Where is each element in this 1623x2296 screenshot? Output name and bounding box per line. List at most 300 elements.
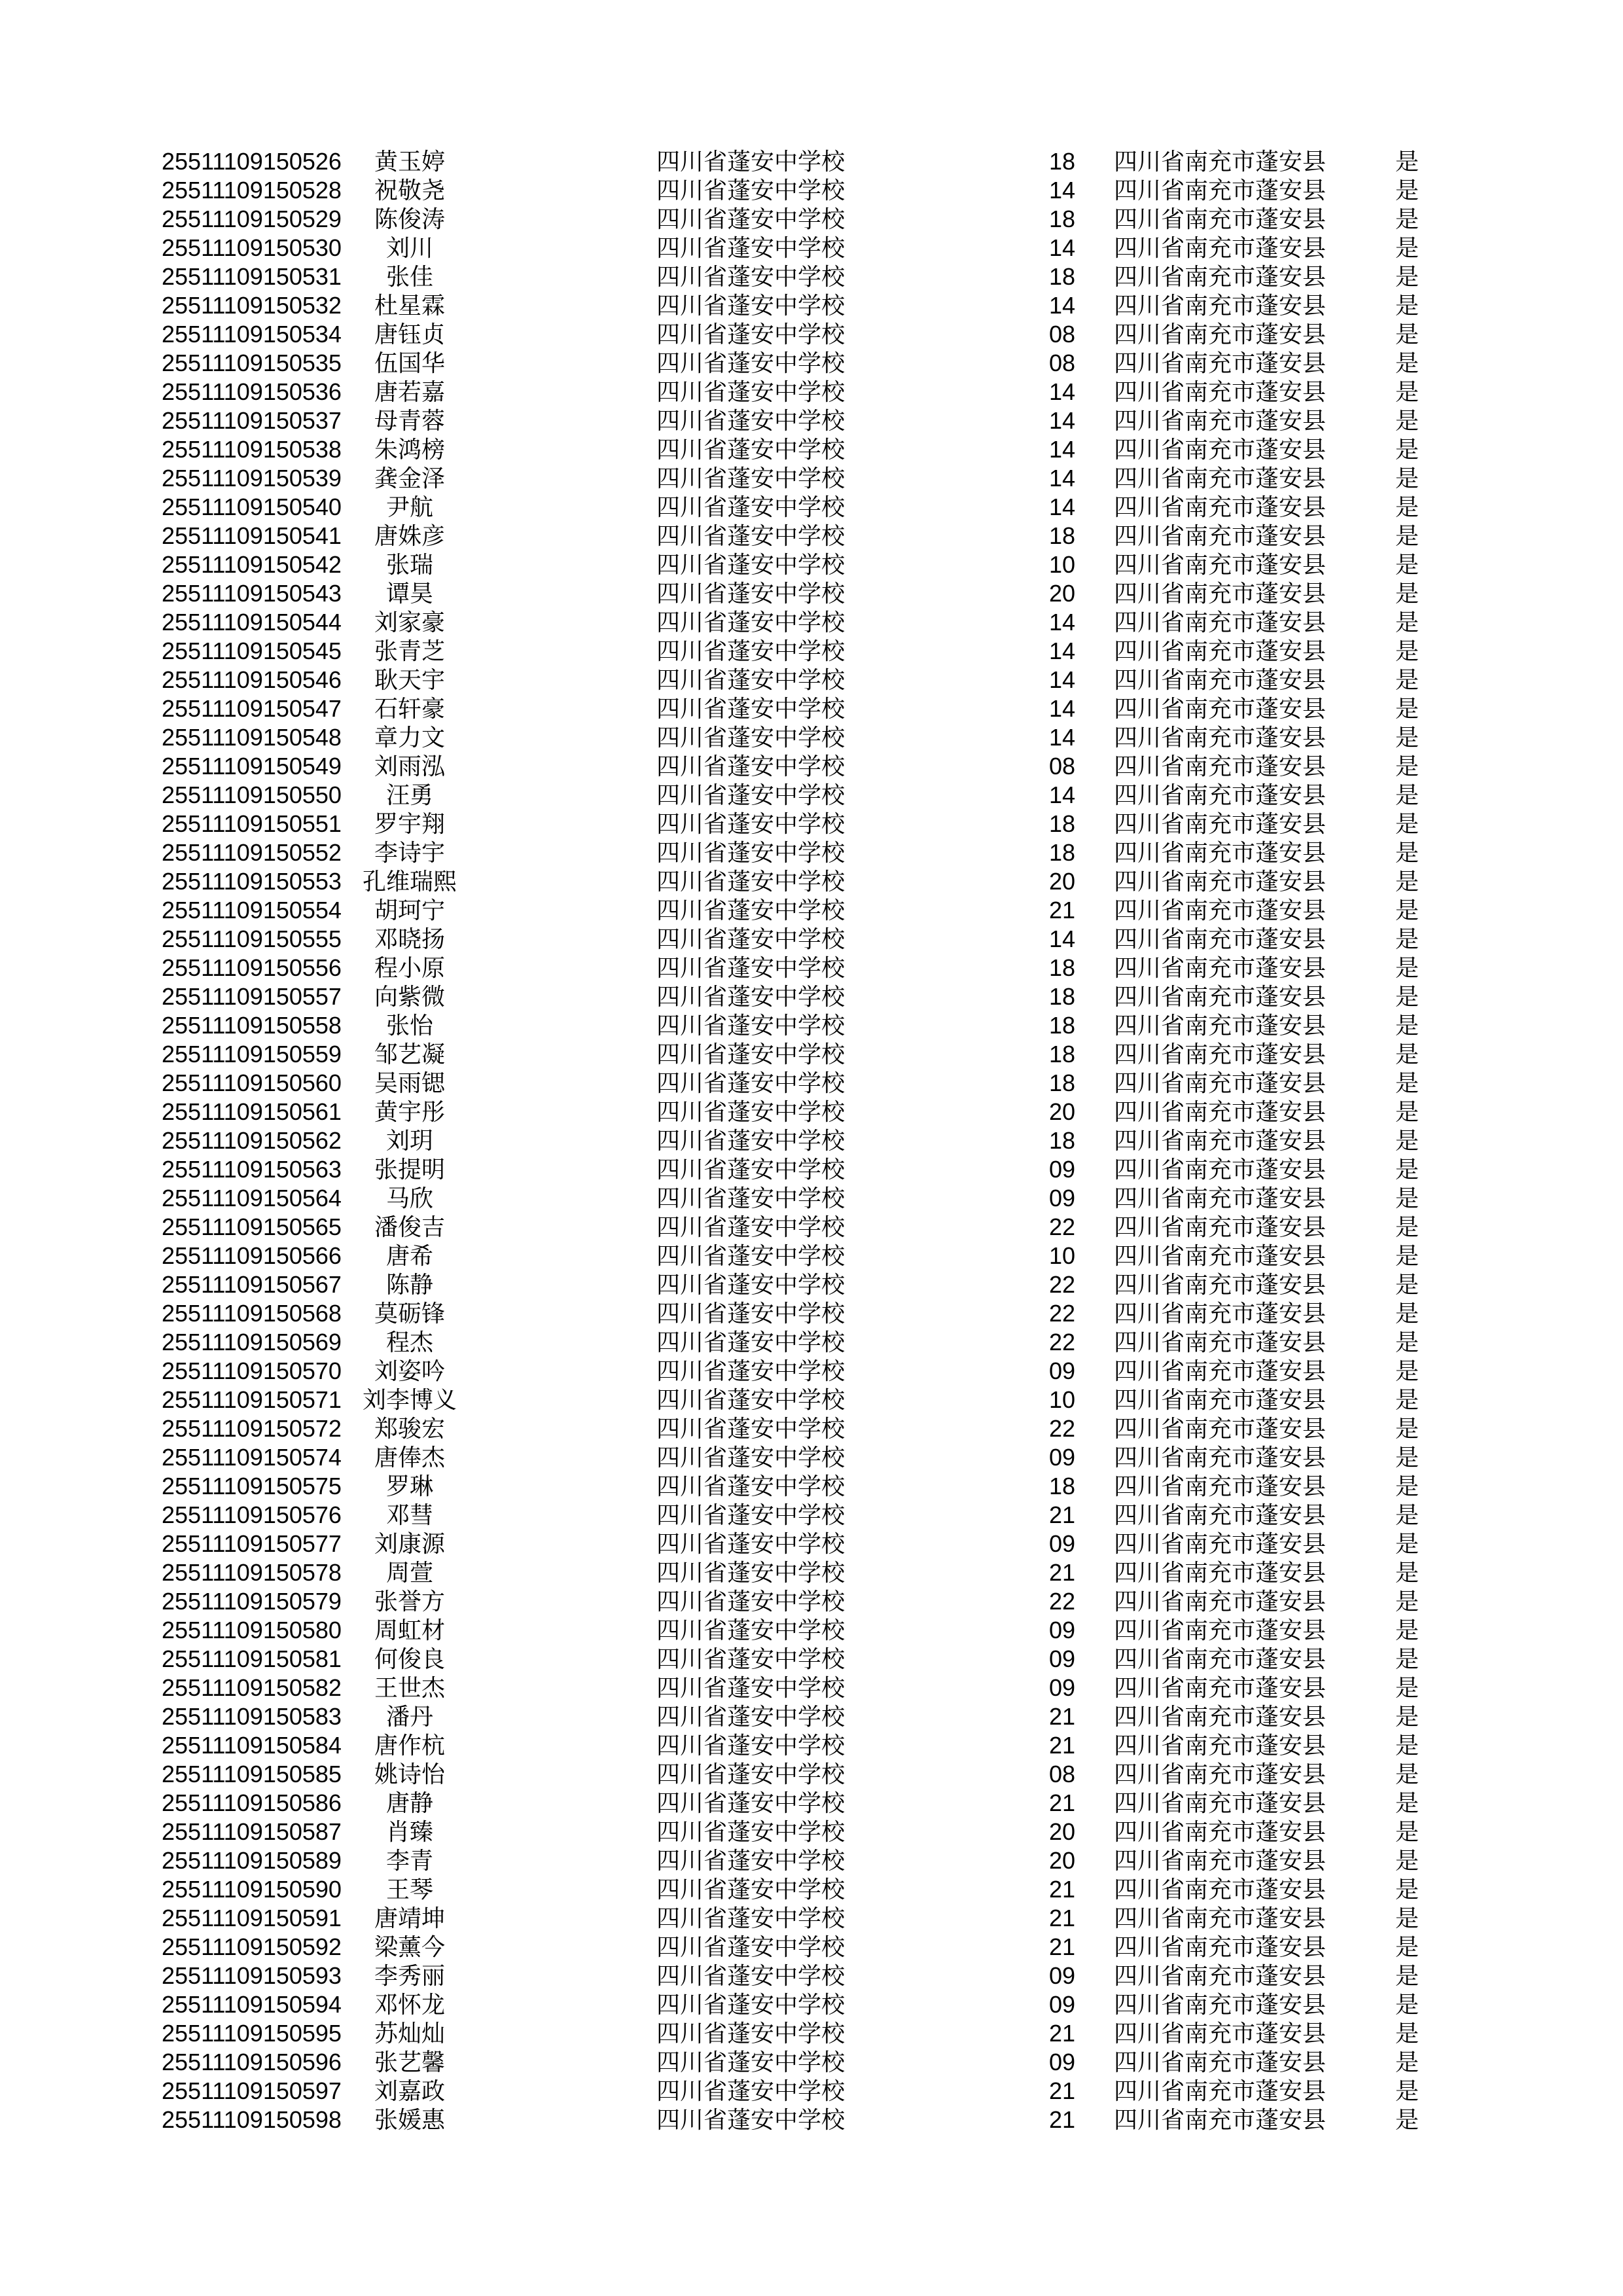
district-cell: 四川省南充市蓬安县	[1114, 695, 1327, 722]
school-cell: 四川省蓬安中学校	[656, 1905, 846, 1931]
candidate-id-cell: 25511109150589	[162, 1847, 342, 1874]
school-cell: 四川省蓬安中学校	[656, 1012, 846, 1039]
student-name-cell: 刘雨泓	[374, 753, 445, 780]
student-name-cell: 程小原	[374, 954, 445, 981]
candidate-id-cell: 25511109150528	[162, 177, 342, 204]
table-row	[0, 1501, 1623, 1530]
school-cell: 四川省蓬安中学校	[656, 1271, 846, 1298]
student-name-cell: 陈俊涛	[374, 206, 445, 232]
student-name-cell: 石轩豪	[374, 695, 445, 722]
room-code-cell: 18	[1048, 1012, 1076, 1039]
candidate-id-cell: 25511109150537	[162, 407, 342, 434]
candidate-id-cell: 25511109150586	[162, 1789, 342, 1816]
district-cell: 四川省南充市蓬安县	[1114, 897, 1327, 924]
school-cell: 四川省蓬安中学校	[656, 666, 846, 693]
flag-cell: 是	[1395, 1588, 1419, 1615]
room-code-cell: 21	[1048, 1559, 1076, 1586]
candidate-id-cell: 25511109150530	[162, 234, 342, 261]
school-cell: 四川省蓬安中学校	[656, 1444, 846, 1471]
candidate-id-cell: 25511109150597	[162, 2077, 342, 2104]
flag-cell: 是	[1395, 839, 1419, 866]
candidate-id-cell: 25511109150570	[162, 1357, 342, 1384]
student-name-cell: 伍国华	[374, 350, 445, 376]
room-code-cell: 18	[1048, 839, 1076, 866]
candidate-id-cell: 25511109150547	[162, 695, 342, 722]
candidate-id-cell: 25511109150567	[162, 1271, 342, 1298]
flag-cell: 是	[1395, 2049, 1419, 2075]
flag-cell: 是	[1395, 666, 1419, 693]
school-cell: 四川省蓬安中学校	[656, 292, 846, 319]
candidate-id-cell: 25511109150535	[162, 350, 342, 376]
flag-cell: 是	[1395, 1213, 1419, 1240]
district-cell: 四川省南充市蓬安县	[1114, 609, 1327, 636]
table-row	[0, 1846, 1623, 1875]
flag-cell: 是	[1395, 1962, 1419, 1989]
room-code-cell: 18	[1048, 206, 1076, 232]
student-name-cell: 尹航	[385, 493, 433, 520]
student-name-cell: 向紫微	[374, 983, 445, 1010]
district-cell: 四川省南充市蓬安县	[1114, 1847, 1327, 1874]
district-cell: 四川省南充市蓬安县	[1114, 378, 1327, 405]
candidate-id-cell: 25511109150572	[162, 1415, 342, 1442]
table-row	[0, 1328, 1623, 1357]
table-row	[0, 723, 1623, 752]
candidate-id-cell: 25511109150595	[162, 2020, 342, 2047]
table-row	[0, 205, 1623, 234]
room-code-cell: 18	[1048, 148, 1076, 175]
school-cell: 四川省蓬安中学校	[656, 1041, 846, 1067]
flag-cell: 是	[1395, 2020, 1419, 2047]
district-cell: 四川省南充市蓬安县	[1114, 1386, 1327, 1413]
flag-cell: 是	[1395, 1185, 1419, 1211]
student-name-cell: 陈静	[385, 1271, 433, 1298]
room-code-cell: 08	[1048, 1761, 1076, 1787]
table-row	[0, 176, 1623, 205]
room-code-cell: 14	[1048, 666, 1076, 693]
district-cell: 四川省南充市蓬安县	[1114, 781, 1327, 808]
room-code-cell: 14	[1048, 925, 1076, 952]
student-table	[0, 147, 1623, 2134]
flag-cell: 是	[1395, 350, 1419, 376]
student-name-cell: 刘李博义	[362, 1386, 457, 1413]
room-code-cell: 20	[1048, 1098, 1076, 1125]
student-name-cell: 郑骏宏	[374, 1415, 445, 1442]
candidate-id-cell: 25511109150596	[162, 2049, 342, 2075]
candidate-id-cell: 25511109150579	[162, 1588, 342, 1615]
candidate-id-cell: 25511109150592	[162, 1933, 342, 1960]
room-code-cell: 21	[1048, 1876, 1076, 1903]
table-row	[0, 522, 1623, 550]
flag-cell: 是	[1395, 551, 1419, 578]
student-name-cell: 唐作杭	[374, 1732, 445, 1759]
table-row	[0, 1357, 1623, 1386]
student-name-cell: 邓晓扬	[374, 925, 445, 952]
candidate-id-cell: 25511109150575	[162, 1473, 342, 1499]
student-name-cell: 李青	[385, 1847, 433, 1874]
flag-cell: 是	[1395, 1732, 1419, 1759]
candidate-id-cell: 25511109150559	[162, 1041, 342, 1067]
student-name-cell: 罗琳	[385, 1473, 433, 1499]
table-row	[0, 291, 1623, 320]
flag-cell: 是	[1395, 465, 1419, 492]
district-cell: 四川省南充市蓬安县	[1114, 1703, 1327, 1730]
table-row	[0, 666, 1623, 694]
district-cell: 四川省南充市蓬安县	[1114, 1905, 1327, 1931]
table-row	[0, 1213, 1623, 1242]
room-code-cell: 09	[1048, 1991, 1076, 2018]
student-name-cell: 张艺馨	[374, 2049, 445, 2075]
table-row	[0, 493, 1623, 522]
candidate-id-cell: 25511109150532	[162, 292, 342, 319]
school-cell: 四川省蓬安中学校	[656, 724, 846, 751]
candidate-id-cell: 25511109150593	[162, 1962, 342, 1989]
flag-cell: 是	[1395, 1501, 1419, 1528]
student-name-cell: 唐钰贞	[374, 321, 445, 348]
flag-cell: 是	[1395, 580, 1419, 607]
district-cell: 四川省南充市蓬安县	[1114, 177, 1327, 204]
school-cell: 四川省蓬安中学校	[656, 1185, 846, 1211]
room-code-cell: 20	[1048, 1847, 1076, 1874]
room-code-cell: 09	[1048, 1617, 1076, 1643]
student-name-cell: 何俊良	[374, 1645, 445, 1672]
school-cell: 四川省蓬安中学校	[656, 1242, 846, 1269]
school-cell: 四川省蓬安中学校	[656, 1415, 846, 1442]
flag-cell: 是	[1395, 1444, 1419, 1471]
school-cell: 四川省蓬安中学校	[656, 1559, 846, 1586]
student-name-cell: 王琴	[385, 1876, 433, 1903]
candidate-id-cell: 25511109150582	[162, 1674, 342, 1701]
candidate-id-cell: 25511109150557	[162, 983, 342, 1010]
flag-cell: 是	[1395, 378, 1419, 405]
room-code-cell: 09	[1048, 2049, 1076, 2075]
table-row	[0, 1990, 1623, 2019]
flag-cell: 是	[1395, 1329, 1419, 1355]
district-cell: 四川省南充市蓬安县	[1114, 1271, 1327, 1298]
room-code-cell: 14	[1048, 436, 1076, 463]
table-row	[0, 1386, 1623, 1414]
candidate-id-cell: 25511109150574	[162, 1444, 342, 1471]
school-cell: 四川省蓬安中学校	[656, 839, 846, 866]
school-cell: 四川省蓬安中学校	[656, 1732, 846, 1759]
school-cell: 四川省蓬安中学校	[656, 436, 846, 463]
student-name-cell: 章力文	[374, 724, 445, 751]
room-code-cell: 10	[1048, 551, 1076, 578]
flag-cell: 是	[1395, 1415, 1419, 1442]
candidate-id-cell: 25511109150578	[162, 1559, 342, 1586]
district-cell: 四川省南充市蓬安县	[1114, 580, 1327, 607]
district-cell: 四川省南充市蓬安县	[1114, 1213, 1327, 1240]
flag-cell: 是	[1395, 148, 1419, 175]
student-name-cell: 胡珂宁	[374, 897, 445, 924]
student-name-cell: 谭昊	[385, 580, 433, 607]
flag-cell: 是	[1395, 1674, 1419, 1701]
district-cell: 四川省南充市蓬安县	[1114, 465, 1327, 492]
school-cell: 四川省蓬安中学校	[656, 1674, 846, 1701]
school-cell: 四川省蓬安中学校	[656, 378, 846, 405]
district-cell: 四川省南充市蓬安县	[1114, 1329, 1327, 1355]
school-cell: 四川省蓬安中学校	[656, 1213, 846, 1240]
table-row	[0, 1875, 1623, 1904]
district-cell: 四川省南充市蓬安县	[1114, 1674, 1327, 1701]
school-cell: 四川省蓬安中学校	[656, 1933, 846, 1960]
district-cell: 四川省南充市蓬安县	[1114, 1991, 1327, 2018]
room-code-cell: 20	[1048, 868, 1076, 895]
district-cell: 四川省南充市蓬安县	[1114, 1415, 1327, 1442]
table-row	[0, 1530, 1623, 1558]
table-row	[0, 1760, 1623, 1789]
flag-cell: 是	[1395, 954, 1419, 981]
flag-cell: 是	[1395, 1761, 1419, 1787]
school-cell: 四川省蓬安中学校	[656, 321, 846, 348]
table-row	[0, 1126, 1623, 1155]
school-cell: 四川省蓬安中学校	[656, 1127, 846, 1154]
district-cell: 四川省南充市蓬安县	[1114, 1732, 1327, 1759]
student-name-cell: 刘姿吟	[374, 1357, 445, 1384]
district-cell: 四川省南充市蓬安县	[1114, 1300, 1327, 1327]
district-cell: 四川省南充市蓬安县	[1114, 1789, 1327, 1816]
school-cell: 四川省蓬安中学校	[656, 206, 846, 232]
district-cell: 四川省南充市蓬安县	[1114, 206, 1327, 232]
school-cell: 四川省蓬安中学校	[656, 1588, 846, 1615]
candidate-id-cell: 25511109150594	[162, 1991, 342, 2018]
student-name-cell: 母青蓉	[374, 407, 445, 434]
room-code-cell: 21	[1048, 1933, 1076, 1960]
candidate-id-cell: 25511109150542	[162, 551, 342, 578]
school-cell: 四川省蓬安中学校	[656, 1098, 846, 1125]
room-code-cell: 10	[1048, 1386, 1076, 1413]
school-cell: 四川省蓬安中学校	[656, 983, 846, 1010]
district-cell: 四川省南充市蓬安县	[1114, 1357, 1327, 1384]
flag-cell: 是	[1395, 1559, 1419, 1586]
student-name-cell: 刘康源	[374, 1530, 445, 1557]
district-cell: 四川省南充市蓬安县	[1114, 637, 1327, 664]
candidate-id-cell: 25511109150562	[162, 1127, 342, 1154]
school-cell: 四川省蓬安中学校	[656, 1501, 846, 1528]
district-cell: 四川省南充市蓬安县	[1114, 1761, 1327, 1787]
school-cell: 四川省蓬安中学校	[656, 148, 846, 175]
candidate-id-cell: 25511109150553	[162, 868, 342, 895]
school-cell: 四川省蓬安中学校	[656, 2106, 846, 2133]
student-name-cell: 唐静	[385, 1789, 433, 1816]
room-code-cell: 20	[1048, 1818, 1076, 1845]
student-name-cell: 刘川	[385, 234, 433, 261]
candidate-id-cell: 25511109150584	[162, 1732, 342, 1759]
candidate-id-cell: 25511109150577	[162, 1530, 342, 1557]
table-row	[0, 694, 1623, 723]
school-cell: 四川省蓬安中学校	[656, 1645, 846, 1672]
district-cell: 四川省南充市蓬安县	[1114, 724, 1327, 751]
flag-cell: 是	[1395, 1818, 1419, 1845]
candidate-id-cell: 25511109150583	[162, 1703, 342, 1730]
flag-cell: 是	[1395, 1127, 1419, 1154]
district-cell: 四川省南充市蓬安县	[1114, 2106, 1327, 2133]
flag-cell: 是	[1395, 2106, 1419, 2133]
district-cell: 四川省南充市蓬安县	[1114, 1559, 1327, 1586]
school-cell: 四川省蓬安中学校	[656, 1847, 846, 1874]
candidate-id-cell: 25511109150554	[162, 897, 342, 924]
room-code-cell: 14	[1048, 781, 1076, 808]
table-row	[0, 1443, 1623, 1472]
room-code-cell: 09	[1048, 1357, 1076, 1384]
table-row	[0, 954, 1623, 982]
table-row	[0, 378, 1623, 406]
table-row	[0, 1155, 1623, 1184]
candidate-id-cell: 25511109150587	[162, 1818, 342, 1845]
school-cell: 四川省蓬安中学校	[656, 1703, 846, 1730]
candidate-id-cell: 25511109150590	[162, 1876, 342, 1903]
flag-cell: 是	[1395, 1617, 1419, 1643]
district-cell: 四川省南充市蓬安县	[1114, 868, 1327, 895]
flag-cell: 是	[1395, 1530, 1419, 1557]
student-name-cell: 周虹材	[374, 1617, 445, 1643]
flag-cell: 是	[1395, 177, 1419, 204]
student-name-cell: 肖臻	[385, 1818, 433, 1845]
student-name-cell: 苏灿灿	[374, 2020, 445, 2047]
room-code-cell: 08	[1048, 321, 1076, 348]
candidate-id-cell: 25511109150556	[162, 954, 342, 981]
student-name-cell: 罗宇翔	[374, 810, 445, 837]
room-code-cell: 21	[1048, 1789, 1076, 1816]
flag-cell: 是	[1395, 1242, 1419, 1269]
room-code-cell: 21	[1048, 1905, 1076, 1931]
flag-cell: 是	[1395, 1876, 1419, 1903]
flag-cell: 是	[1395, 1300, 1419, 1327]
student-name-cell: 张怡	[385, 1012, 433, 1039]
school-cell: 四川省蓬安中学校	[656, 2077, 846, 2104]
district-cell: 四川省南充市蓬安县	[1114, 666, 1327, 693]
candidate-id-cell: 25511109150591	[162, 1905, 342, 1931]
table-row	[0, 1702, 1623, 1731]
student-name-cell: 唐若嘉	[374, 378, 445, 405]
candidate-id-cell: 25511109150581	[162, 1645, 342, 1672]
district-cell: 四川省南充市蓬安县	[1114, 148, 1327, 175]
candidate-id-cell: 25511109150565	[162, 1213, 342, 1240]
room-code-cell: 20	[1048, 580, 1076, 607]
district-cell: 四川省南充市蓬安县	[1114, 407, 1327, 434]
student-name-cell: 祝敬尧	[374, 177, 445, 204]
student-name-cell: 唐希	[385, 1242, 433, 1269]
table-row	[0, 2077, 1623, 2106]
flag-cell: 是	[1395, 868, 1419, 895]
flag-cell: 是	[1395, 1703, 1419, 1730]
flag-cell: 是	[1395, 234, 1419, 261]
candidate-id-cell: 25511109150558	[162, 1012, 342, 1039]
district-cell: 四川省南充市蓬安县	[1114, 436, 1327, 463]
student-name-cell: 黄宇彤	[374, 1098, 445, 1125]
table-row	[0, 2048, 1623, 2077]
table-row	[0, 1184, 1623, 1213]
district-cell: 四川省南充市蓬安县	[1114, 1127, 1327, 1154]
student-name-cell: 张青芝	[374, 637, 445, 664]
flag-cell: 是	[1395, 407, 1419, 434]
school-cell: 四川省蓬安中学校	[656, 465, 846, 492]
table-row	[0, 1789, 1623, 1818]
room-code-cell: 09	[1048, 1645, 1076, 1672]
table-row	[0, 608, 1623, 637]
room-code-cell: 21	[1048, 2106, 1076, 2133]
table-row	[0, 1040, 1623, 1069]
school-cell: 四川省蓬安中学校	[656, 234, 846, 261]
room-code-cell: 09	[1048, 1156, 1076, 1183]
table-row	[0, 1904, 1623, 1933]
district-cell: 四川省南充市蓬安县	[1114, 1933, 1327, 1960]
school-cell: 四川省蓬安中学校	[656, 522, 846, 549]
room-code-cell: 22	[1048, 1271, 1076, 1298]
district-cell: 四川省南充市蓬安县	[1114, 1473, 1327, 1499]
student-name-cell: 姚诗怡	[374, 1761, 445, 1787]
flag-cell: 是	[1395, 1933, 1419, 1960]
table-row	[0, 1731, 1623, 1760]
school-cell: 四川省蓬安中学校	[656, 810, 846, 837]
room-code-cell: 14	[1048, 609, 1076, 636]
table-row	[0, 781, 1623, 810]
table-row	[0, 1818, 1623, 1846]
flag-cell: 是	[1395, 1069, 1419, 1096]
school-cell: 四川省蓬安中学校	[656, 407, 846, 434]
district-cell: 四川省南充市蓬安县	[1114, 1041, 1327, 1067]
school-cell: 四川省蓬安中学校	[656, 551, 846, 578]
room-code-cell: 09	[1048, 1962, 1076, 1989]
room-code-cell: 21	[1048, 1703, 1076, 1730]
table-row	[0, 435, 1623, 464]
table-row	[0, 1933, 1623, 1962]
table-row	[0, 147, 1623, 176]
student-name-cell: 李秀丽	[374, 1962, 445, 1989]
flag-cell: 是	[1395, 1156, 1419, 1183]
flag-cell: 是	[1395, 522, 1419, 549]
candidate-id-cell: 25511109150536	[162, 378, 342, 405]
district-cell: 四川省南充市蓬安县	[1114, 1530, 1327, 1557]
student-name-cell: 唐姝彦	[374, 522, 445, 549]
student-name-cell: 马欣	[385, 1185, 433, 1211]
school-cell: 四川省蓬安中学校	[656, 350, 846, 376]
room-code-cell: 09	[1048, 1185, 1076, 1211]
candidate-id-cell: 25511109150551	[162, 810, 342, 837]
school-cell: 四川省蓬安中学校	[656, 1818, 846, 1845]
flag-cell: 是	[1395, 292, 1419, 319]
school-cell: 四川省蓬安中学校	[656, 753, 846, 780]
school-cell: 四川省蓬安中学校	[656, 1300, 846, 1327]
candidate-id-cell: 25511109150540	[162, 493, 342, 520]
table-row	[0, 1616, 1623, 1645]
table-row	[0, 2106, 1623, 2134]
candidate-id-cell: 25511109150564	[162, 1185, 342, 1211]
room-code-cell: 22	[1048, 1415, 1076, 1442]
district-cell: 四川省南充市蓬安县	[1114, 1156, 1327, 1183]
room-code-cell: 14	[1048, 724, 1076, 751]
district-cell: 四川省南充市蓬安县	[1114, 321, 1327, 348]
school-cell: 四川省蓬安中学校	[656, 1789, 846, 1816]
district-cell: 四川省南充市蓬安县	[1114, 1185, 1327, 1211]
student-name-cell: 张誉方	[374, 1588, 445, 1615]
district-cell: 四川省南充市蓬安县	[1114, 2077, 1327, 2104]
district-cell: 四川省南充市蓬安县	[1114, 1098, 1327, 1125]
district-cell: 四川省南充市蓬安县	[1114, 1242, 1327, 1269]
district-cell: 四川省南充市蓬安县	[1114, 2020, 1327, 2047]
candidate-id-cell: 25511109150548	[162, 724, 342, 751]
room-code-cell: 18	[1048, 810, 1076, 837]
room-code-cell: 21	[1048, 1732, 1076, 1759]
table-row	[0, 1069, 1623, 1098]
flag-cell: 是	[1395, 897, 1419, 924]
district-cell: 四川省南充市蓬安县	[1114, 551, 1327, 578]
candidate-id-cell: 25511109150526	[162, 148, 342, 175]
candidate-id-cell: 25511109150580	[162, 1617, 342, 1643]
room-code-cell: 14	[1048, 637, 1076, 664]
district-cell: 四川省南充市蓬安县	[1114, 839, 1327, 866]
room-code-cell: 21	[1048, 2020, 1076, 2047]
candidate-id-cell: 25511109150552	[162, 839, 342, 866]
